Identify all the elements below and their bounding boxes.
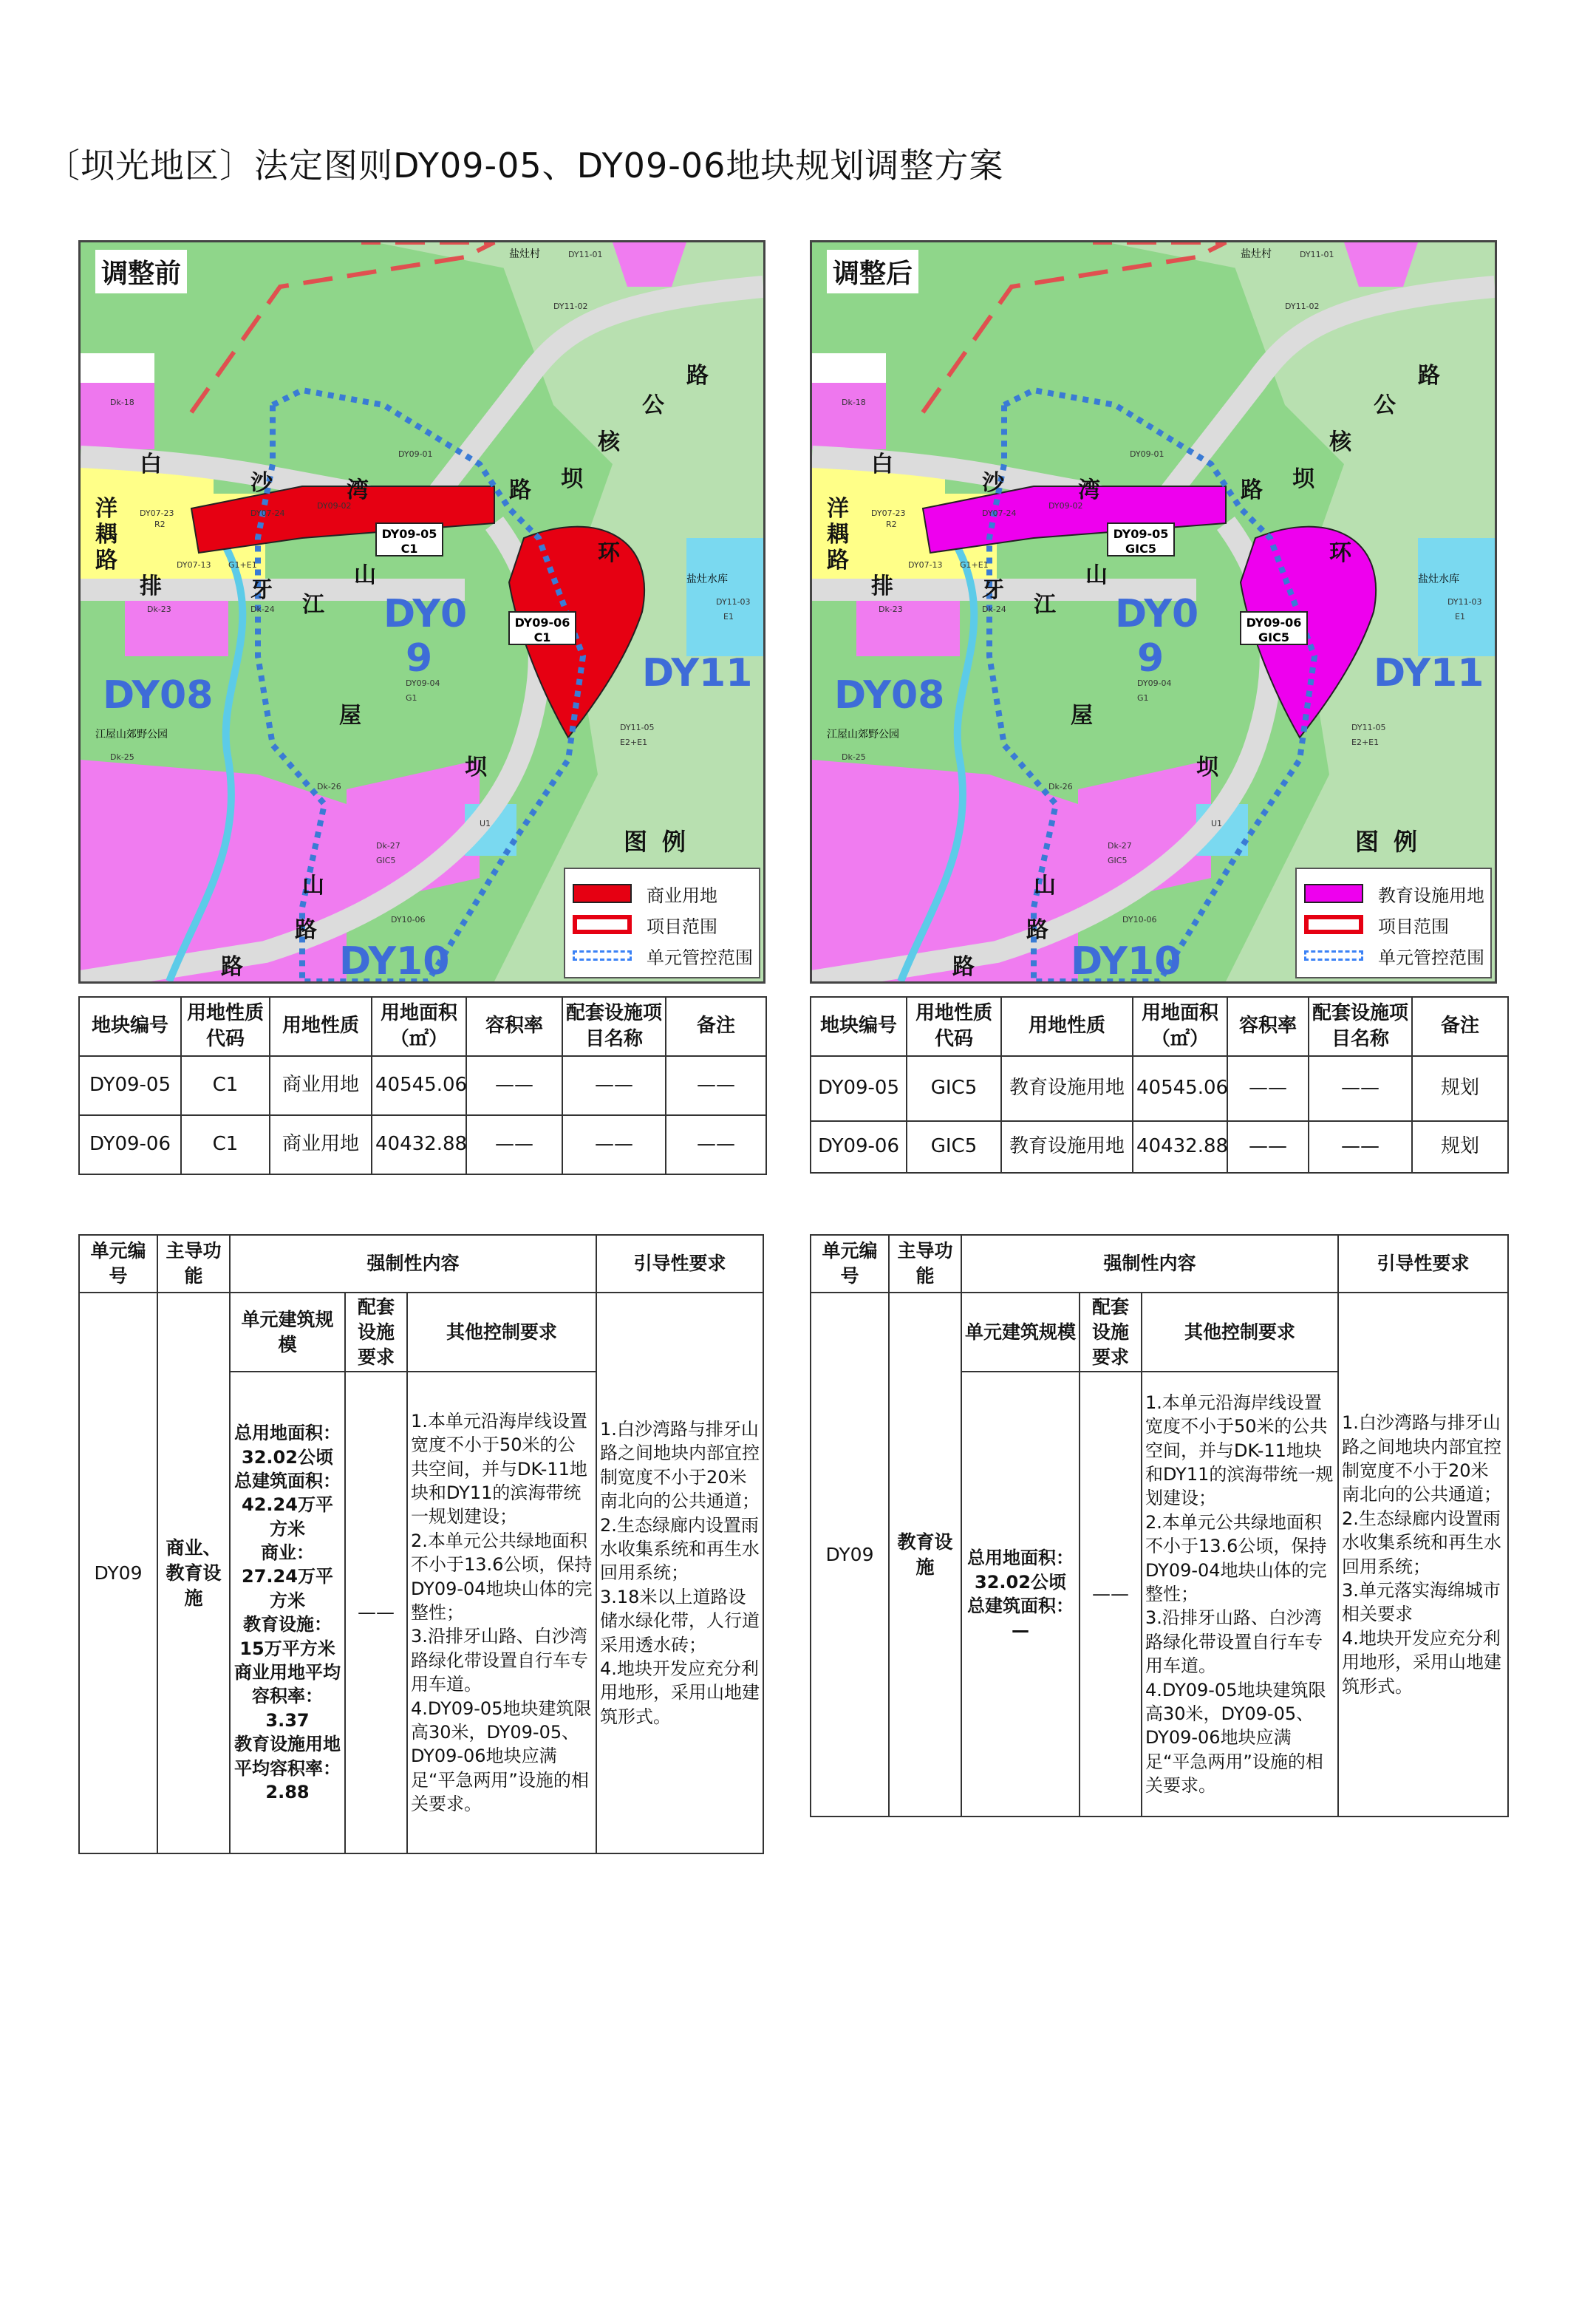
plot-label: Dk-26: [317, 782, 341, 791]
legend: [564, 828, 760, 978]
parcel2-code: GIC5: [1258, 630, 1289, 644]
road-label: 坝: [465, 755, 487, 780]
village-label: 盐灶村: [1241, 248, 1272, 260]
plot-label: DY07-23: [140, 508, 174, 518]
table-cell: 规划: [1412, 1121, 1508, 1173]
header-function: 主导功能: [889, 1235, 961, 1293]
header-mandatory: 强制性内容: [230, 1235, 596, 1293]
road-label: 耦: [95, 522, 117, 548]
park-label: 江屋山郊野公园: [827, 729, 899, 740]
parcel-table-after: [810, 996, 1509, 1174]
label-dy11: DY11: [642, 651, 753, 695]
table-cell: GIC5: [907, 1121, 1001, 1173]
road-label: 路: [95, 548, 117, 573]
map-after: [810, 240, 1497, 984]
table-cell: ——: [562, 1115, 666, 1174]
table-cell: ——: [466, 1115, 562, 1174]
label-dy09b: 9: [1137, 636, 1164, 681]
plot-dk18: [81, 383, 154, 449]
header-unit: 单元编号: [811, 1235, 889, 1293]
road-label: 路: [952, 954, 975, 980]
plot-label: Dk-25: [110, 752, 134, 762]
parcel1-label: DY09-05: [381, 527, 437, 541]
road-label: 湾: [347, 477, 369, 503]
plot-label: G1+E1: [960, 560, 989, 570]
unit-code: DY09: [79, 1293, 157, 1853]
header-mandatory: 强制性内容: [961, 1235, 1338, 1293]
park-label: 江屋山郊野公园: [95, 729, 168, 740]
plot-label: Dk-27: [1108, 841, 1132, 851]
table-cell: DY09-06: [79, 1115, 181, 1174]
parcel2-code: C1: [533, 630, 551, 644]
road-label: 山: [1034, 873, 1056, 899]
header-facility: 配套设施要求: [345, 1293, 407, 1372]
header-cell: 用地性质代码: [181, 997, 270, 1056]
plot-label: G1: [406, 693, 417, 703]
header-guide: 引导性要求: [1338, 1235, 1508, 1293]
plot-label: DY07-13: [908, 560, 943, 570]
unit-function: 教育设施: [889, 1293, 961, 1817]
road-label: 环: [598, 540, 620, 566]
header-cell: 容积率: [466, 997, 562, 1056]
plot-label: DY09-04: [406, 678, 440, 688]
plot-label: Dk-23: [879, 605, 903, 614]
header-unit: 单元编号: [79, 1235, 157, 1293]
plot-label: U1: [480, 819, 491, 828]
road-label: 排: [871, 573, 893, 599]
table-row: [811, 1121, 1508, 1173]
other-text: 1.本单元沿海岸线设置宽度不小于50米的公共空间，并与DK-11地块和DY11的滨海带统一规划建设； 2.本单元公共绿地面积不小于13.6公顷，保持DY09-04地块山体的完整性； 3.沿排牙山路、白沙湾路绿化带设置自行车专用车道。 4.DY09-05地块建筑限高30米，DY09-05、DY09-06地块应满足“平急两用”设施的相关要求。: [1142, 1372, 1338, 1817]
unit-code: DY09: [811, 1293, 889, 1817]
road-label: 坝: [1292, 466, 1314, 492]
legend-swatch: [1304, 884, 1363, 903]
header-other: 其他控制要求: [1142, 1293, 1338, 1372]
table-row: [79, 1115, 766, 1174]
header-facility: 配套设施要求: [1080, 1293, 1142, 1372]
road-label: 环: [1329, 540, 1351, 566]
reservoir-label: 盐灶水库: [686, 573, 728, 585]
road-label: 屋: [1071, 703, 1093, 729]
road-label: 耦: [827, 522, 849, 548]
map-heading: 调整后: [827, 250, 918, 293]
plot-label: U1: [1211, 819, 1223, 828]
table-row: [79, 1056, 766, 1115]
plot-label: Dk-18: [110, 398, 134, 407]
road-label: 白: [140, 452, 162, 477]
plot-label: DY10-06: [1122, 915, 1157, 925]
header-scale: 单元建筑规模: [230, 1293, 345, 1372]
plot-label: DY09-04: [1137, 678, 1172, 688]
legend: [1295, 828, 1492, 978]
label-dy09: DY0: [1115, 592, 1199, 636]
guide-text: 1.白沙湾路与排牙山路之间地块内部宜控制宽度不小于20米南北向的公共通道； 2.生态绿廊内设置雨水收集系统和再生水回用系统； 3.18米以上道路设储水绿化带，人行道采用透水砖； 4.地块开发应充分利用地形，采用山地建筑形式。: [596, 1293, 763, 1853]
legend-swatch: [1304, 915, 1363, 934]
table-cell: ——: [1227, 1121, 1309, 1173]
header-cell: 地块编号: [811, 997, 907, 1056]
legend-label: 项目范围: [1378, 916, 1449, 937]
plot-label: DY09-02: [317, 501, 352, 511]
road-label: 公: [1374, 392, 1396, 418]
table-cell: 40432.88: [372, 1115, 466, 1174]
table-cell: C1: [181, 1115, 270, 1174]
road-label: 沙: [250, 470, 273, 496]
plot-label: Dk-25: [842, 752, 866, 762]
legend-swatch: [573, 884, 632, 903]
table-cell: ——: [1309, 1056, 1412, 1121]
road-label: 山: [354, 562, 376, 588]
header-other: 其他控制要求: [407, 1293, 596, 1372]
scale-text: 总用地面积：32.02公顷 总建筑面积：42.24万平方米 商业：27.24万平方米 教育设施：15万平方米 商业用地平均容积率：3.37 教育设施用地平均容积率：2.88: [230, 1372, 345, 1853]
legend-label: 单元管控范围: [1378, 947, 1484, 968]
facility-text: ——: [345, 1372, 407, 1853]
table-cell: DY09-05: [811, 1056, 907, 1121]
header-cell: 容积率: [1227, 997, 1309, 1056]
plot-label: DY11-03: [716, 597, 751, 607]
legend-swatch: [573, 915, 632, 934]
village-label: 盐灶村: [509, 248, 540, 260]
unit-table-before: [78, 1234, 764, 1854]
label-dy10: DY10: [339, 939, 450, 981]
plot-label: DY07-24: [250, 508, 285, 518]
road-label: 核: [1329, 429, 1351, 455]
road-label: 路: [509, 477, 531, 503]
header-cell: 配套设施项目名称: [1309, 997, 1412, 1056]
road-label: 江: [302, 592, 324, 618]
legend-row: [1304, 882, 1484, 905]
plot-label: Dk-24: [982, 605, 1006, 614]
header-cell: 用地性质: [270, 997, 372, 1056]
label-dy08: DY08: [834, 673, 945, 718]
header-cell: 备注: [1412, 997, 1508, 1056]
plot-label: GIC5: [376, 856, 396, 865]
plot-label: R2: [886, 520, 897, 529]
road-label: 路: [221, 954, 243, 980]
road-label: 路: [1241, 477, 1263, 503]
road-label: 洋: [95, 496, 117, 522]
plot-label: E1: [723, 612, 734, 622]
reservoir-label: 盐灶水库: [1418, 573, 1459, 585]
header-guide: 引导性要求: [596, 1235, 763, 1293]
legend-swatch: [1304, 950, 1363, 961]
plot-label: R2: [154, 520, 166, 529]
legend-label: 单元管控范围: [647, 947, 753, 968]
plot-label: Dk-23: [147, 605, 171, 614]
road-label: 公: [642, 392, 664, 418]
road-label: 坝: [561, 466, 583, 492]
plot-label: DY11-05: [1351, 723, 1386, 732]
road-label: 白: [871, 452, 893, 477]
road-label: 坝: [1196, 755, 1218, 780]
plot-dk18: [812, 383, 886, 449]
road-label: 排: [140, 573, 162, 599]
table-cell: GIC5: [907, 1056, 1001, 1121]
facility-text: ——: [1080, 1372, 1142, 1817]
table-cell: 40545.06: [372, 1056, 466, 1115]
plot-label: DY07-24: [982, 508, 1017, 518]
plot-label: Dk-18: [842, 398, 866, 407]
parcel1-code: C1: [400, 542, 418, 556]
parcel2-label: DY09-06: [1246, 616, 1302, 630]
plot-label: DY09-01: [398, 449, 433, 459]
parcel2-label: DY09-06: [514, 616, 570, 630]
parcel-table-before: [78, 996, 767, 1175]
header-function: 主导功能: [157, 1235, 230, 1293]
table-cell: 教育设施用地: [1001, 1056, 1133, 1121]
legend-label: 教育设施用地: [1378, 885, 1484, 906]
unit-table-after: [810, 1234, 1509, 1817]
plot-label: DY11-05: [620, 723, 655, 732]
road-label: 屋: [339, 703, 361, 729]
plot-label: E2+E1: [620, 738, 648, 747]
table-cell: ——: [666, 1115, 766, 1174]
road-label: 路: [827, 548, 849, 573]
road-label: 山: [302, 873, 324, 899]
legend-title: 图例: [1354, 828, 1432, 856]
road-label: 路: [295, 917, 317, 943]
table-cell: DY09-06: [811, 1121, 907, 1173]
table-cell: 商业用地: [270, 1115, 372, 1174]
page-title: 〔坝光地区〕法定图则DY09-05、DY09-06地块规划调整方案: [46, 146, 1004, 185]
table-cell: DY09-05: [79, 1056, 181, 1115]
plot-label: DY07-13: [177, 560, 211, 570]
legend-title: 图例: [623, 828, 700, 856]
table-cell: ——: [666, 1056, 766, 1115]
legend-row: [573, 944, 753, 967]
plot-label: DY10-06: [391, 915, 426, 925]
header-cell: 配套设施项目名称: [562, 997, 666, 1056]
plot-label: Dk-26: [1048, 782, 1073, 791]
legend-swatch: [573, 950, 632, 961]
plot-label: G1+E1: [228, 560, 257, 570]
header-cell: 备注: [666, 997, 766, 1056]
plot-label: DY09-01: [1130, 449, 1164, 459]
plot-label: GIC5: [1108, 856, 1128, 865]
label-dy08: DY08: [103, 673, 214, 718]
road-label: 江: [1034, 592, 1056, 618]
road-label: 沙: [982, 470, 1004, 496]
header-cell: 用地性质代码: [907, 997, 1001, 1056]
plot-label: Dk-24: [250, 605, 275, 614]
header-cell: 地块编号: [79, 997, 181, 1056]
other-text: 1.本单元沿海岸线设置宽度不小于50米的公共空间，并与DK-11地块和DY11的滨海带统一规划建设； 2.本单元公共绿地面积不小于13.6公顷，保持DY09-04地块山体的完整性； 3.沿排牙山路、白沙湾路绿化带设置自行车专用车道。 4.DY09-05地块建筑限高30米，DY09-05、DY09-06地块应满足“平急两用”设施的相关要求。: [407, 1372, 596, 1853]
plot-label: DY11-02: [553, 302, 588, 311]
table-cell: ——: [1309, 1121, 1412, 1173]
road-label: 湾: [1078, 477, 1100, 503]
plot-label: E2+E1: [1351, 738, 1380, 747]
table-cell: ——: [466, 1056, 562, 1115]
road-label: 路: [686, 363, 709, 389]
table-cell: ——: [562, 1056, 666, 1115]
plot-label: Dk-27: [376, 841, 400, 851]
header-scale: 单元建筑规模: [961, 1293, 1080, 1372]
label-dy09b: 9: [406, 636, 433, 681]
scale-text: 总用地面积：32.02公顷 总建筑面积：—: [961, 1372, 1080, 1817]
guide-text: 1.白沙湾路与排牙山路之间地块内部宜控制宽度不小于20米南北向的公共通道； 2.生态绿廊内设置雨水收集系统和再生水回用系统； 3.单元落实海绵城市相关要求 4.地块开发应充分利用地形，采用山地建筑形式。: [1338, 1293, 1508, 1817]
header-cell: 用地面积（㎡）: [1133, 997, 1227, 1056]
road-label: 牙: [250, 577, 273, 603]
plot-label: DY09-02: [1048, 501, 1083, 511]
plot-label: DY07-23: [871, 508, 906, 518]
table-cell: 规划: [1412, 1056, 1508, 1121]
map-heading: 调整前: [95, 250, 187, 293]
table-row: [811, 1056, 1508, 1121]
label-dy11: DY11: [1374, 651, 1484, 695]
road-label: 山: [1085, 562, 1108, 588]
legend-row: [1304, 944, 1484, 967]
plot-label: DY11-01: [1300, 250, 1334, 259]
plot-label: G1: [1137, 693, 1149, 703]
road-label: 路: [1418, 363, 1440, 389]
legend-row: [1304, 913, 1449, 936]
label-dy09: DY0: [383, 592, 468, 636]
parcel1-label: DY09-05: [1113, 527, 1169, 541]
legend-row: [573, 913, 717, 936]
plot-label: E1: [1455, 612, 1465, 622]
table-cell: 40545.06: [1133, 1056, 1227, 1121]
table-cell: 40432.88: [1133, 1121, 1227, 1173]
legend-label: 项目范围: [647, 916, 717, 937]
table-cell: C1: [181, 1056, 270, 1115]
parcel1-code: GIC5: [1125, 542, 1156, 556]
map-before: [78, 240, 765, 984]
label-dy10: DY10: [1071, 939, 1181, 981]
plot-label: DY11-01: [568, 250, 603, 259]
road-label: 牙: [982, 577, 1004, 603]
header-cell: 用地面积（㎡）: [372, 997, 466, 1056]
plot-label: DY11-03: [1447, 597, 1482, 607]
road-label: 洋: [827, 496, 849, 522]
table-cell: 商业用地: [270, 1056, 372, 1115]
unit-function: 商业、教育设施: [157, 1293, 230, 1853]
table-cell: ——: [1227, 1056, 1309, 1121]
plot-label: DY11-02: [1285, 302, 1320, 311]
legend-row: [573, 882, 717, 905]
legend-label: 商业用地: [647, 885, 717, 906]
header-cell: 用地性质: [1001, 997, 1133, 1056]
road-label: 路: [1026, 917, 1048, 943]
road-label: 核: [598, 429, 620, 455]
table-cell: 教育设施用地: [1001, 1121, 1133, 1173]
